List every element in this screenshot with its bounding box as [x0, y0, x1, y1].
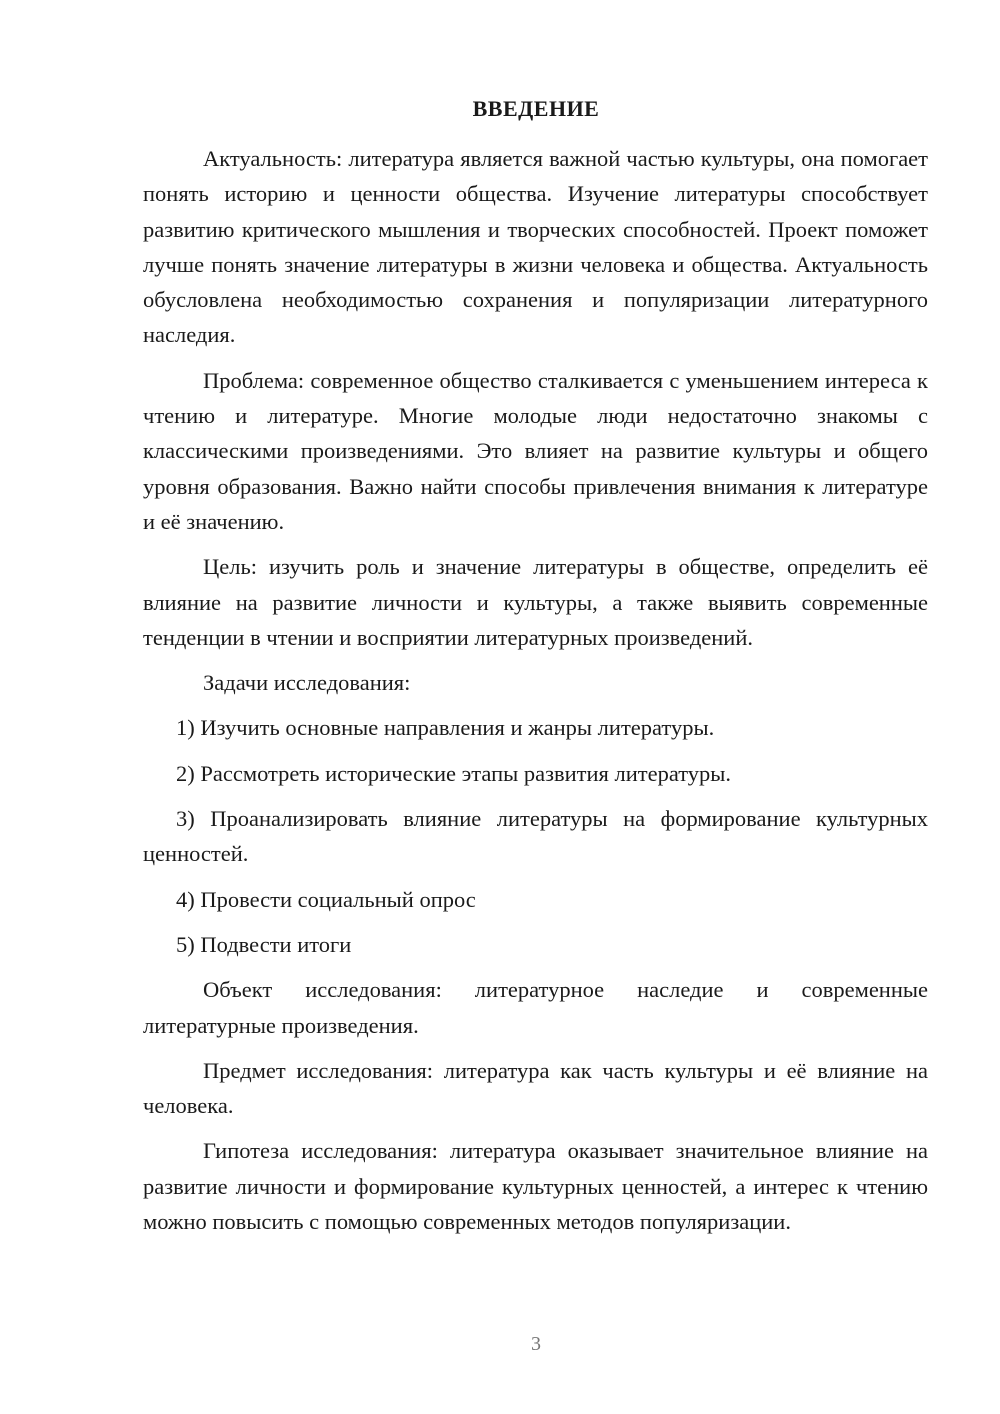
paragraph-hypothesis: Гипотеза исследования: литература оказывает значительное влияние на развитие личности и формирование культурных ценностей, а интерес к чтению можно повысить с помощью современных методов популяризации. [143, 1138, 928, 1235]
paragraph-tasks-heading: Задачи исследования: [203, 670, 411, 696]
paragraph-relevance: Актуальность: литература является важной частью культуры, она помогает понять историю и ценности общества. Изучение литературы способствует развитию критического мышления и творческих способностей. Проект поможет лучше понять значение литературы в жизни человека и общества. Актуальность обусловлена необходимостью сохранения и популяризации литературного наследия. [143, 146, 928, 348]
paragraph-subject: Предмет исследования: литература как часть культуры и её влияние на человека. [143, 1057, 928, 1119]
paragraph-problem: Проблема: современное общество сталкивается с уменьшением интереса к чтению и литературе. Многие молодые люди недостаточно знакомы с классическими произведениями. Это влияет на развитие культуры и общего уровня образования. Важно найти способы привлечения внимания к литературе и её значению. [143, 367, 928, 534]
task-item-1: 1) Изучить основные направления и жанры литературы. [176, 715, 715, 741]
task-item-2: 2) Рассмотреть исторические этапы развития литературы. [176, 760, 732, 786]
page-number: 3 [531, 1333, 541, 1355]
task-item-5: 5) Подвести итоги [176, 931, 352, 957]
task-item-3: 3) Проанализировать влияние литературы на формирование культурных ценностей. [143, 806, 928, 867]
paragraph-goal: Цель: изучить роль и значение литературы в обществе, определить её влияние на развитие личности и культуры, а также выявить современные тенденции в чтении и восприятии литературных произведений. [143, 554, 928, 650]
section-title: ВВЕДЕНИЕ [472, 96, 600, 121]
paragraph-object: Объект исследования: литературное наследие и современные литературные произведения. [143, 977, 928, 1038]
section-body [143, 141, 928, 1239]
task-item-4: 4) Провести социальный опрос [176, 886, 476, 912]
